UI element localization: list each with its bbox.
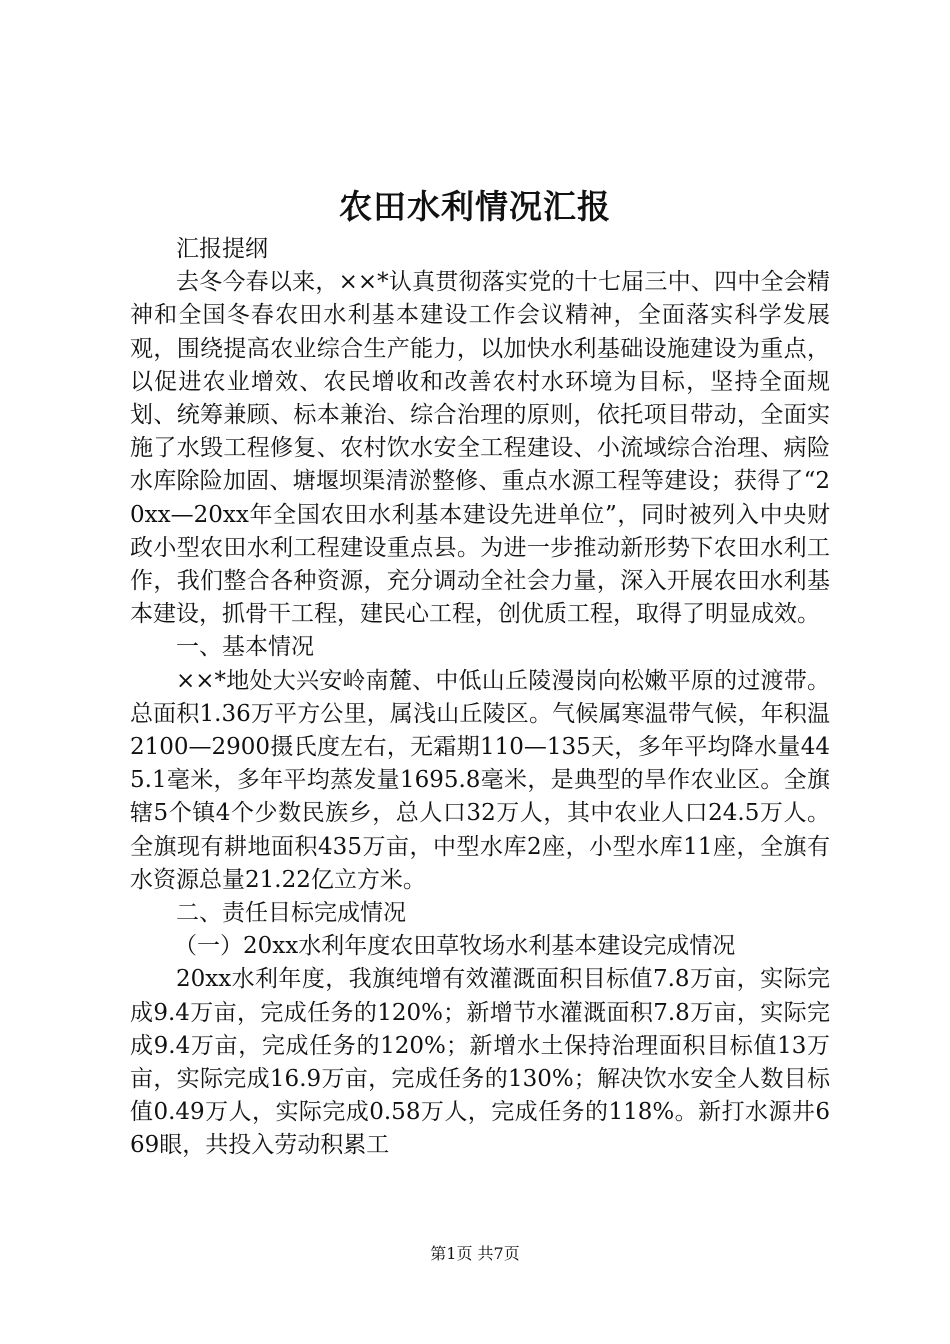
section-heading-basic: 一、基本情况 <box>176 634 314 661</box>
section-heading-targets: 二、责任目标完成情况 <box>176 900 406 927</box>
outline-heading: 汇报提纲 <box>176 236 268 262</box>
subsection-heading: （一）20xx水利年度农田草牧场水利基本建设完成情况 <box>174 933 736 960</box>
document-title: 农田水利情况汇报 <box>339 187 611 226</box>
page-footer: 第1页 共7页 <box>430 1244 520 1263</box>
targets-paragraph: 20xx水利年度，我旗纯增有效灌溉面积目标值7.8万亩，实际完成9.4万亩，完成任务的120%；新增节水灌溉面积7.8万亩，实际完成9.4万亩，完成任务的120%；新增水土保持治理面积目标值13万亩，实际完成16.9万亩，完成任务的130%；解决饮水安全人数目标值0.49万人，实际完成0.58万人，完成任务的118%。新打水源井669眼，共投入劳动积累工 <box>130 966 830 1159</box>
intro-paragraph: 去冬今春以来，××*认真贯彻落实党的十七届三中、四中全会精神和全国冬春农田水利基本建设工作会议精神，全面落实科学发展观，围绕提高农业综合生产能力，以加快水利基础设施建设为重点，以促进农业增效、农民增收和改善农村水环境为目标，坚持全面规划、统筹兼顾、标本兼治、综合治理的原则，依托项目带动，全面实施了水毁工程修复、农村饮水安全工程建设、小流域综合治理、病险水库除险加固、塘堰坝渠清淤整修、重点水源工程等建设；获得了“20xx—20xx年全国农田水利基本建设先进单位”，同时被列入中央财政小型农田水利工程建设重点县。为进一步推动新形势下农田水利工作，我们整合各种资源，充分调动全社会力量，深入开展农田水利基本建设，抓骨干工程，建民心工程，创优质工程，取得了明显成效。 <box>130 269 830 628</box>
document-body <box>130 233 830 1163</box>
basic-situation-paragraph: ××*地处大兴安岭南麓、中低山丘陵漫岗向松嫩平原的过渡带。总面积1.36万平方公里，属浅山丘陵区。气候属寒温带气候，年积温2100—2900摄氏度左右，无霜期110—135天，多年平均降水量445.1毫米，多年平均蒸发量1695.8毫米，是典型的旱作农业区。全旗辖5个镇4个少数民族乡，总人口32万人，其中农业人口24.5万人。全旗现有耕地面积435万亩，中型水库2座，小型水库11座，全旗有水资源总量21.22亿立方米。 <box>130 667 830 893</box>
